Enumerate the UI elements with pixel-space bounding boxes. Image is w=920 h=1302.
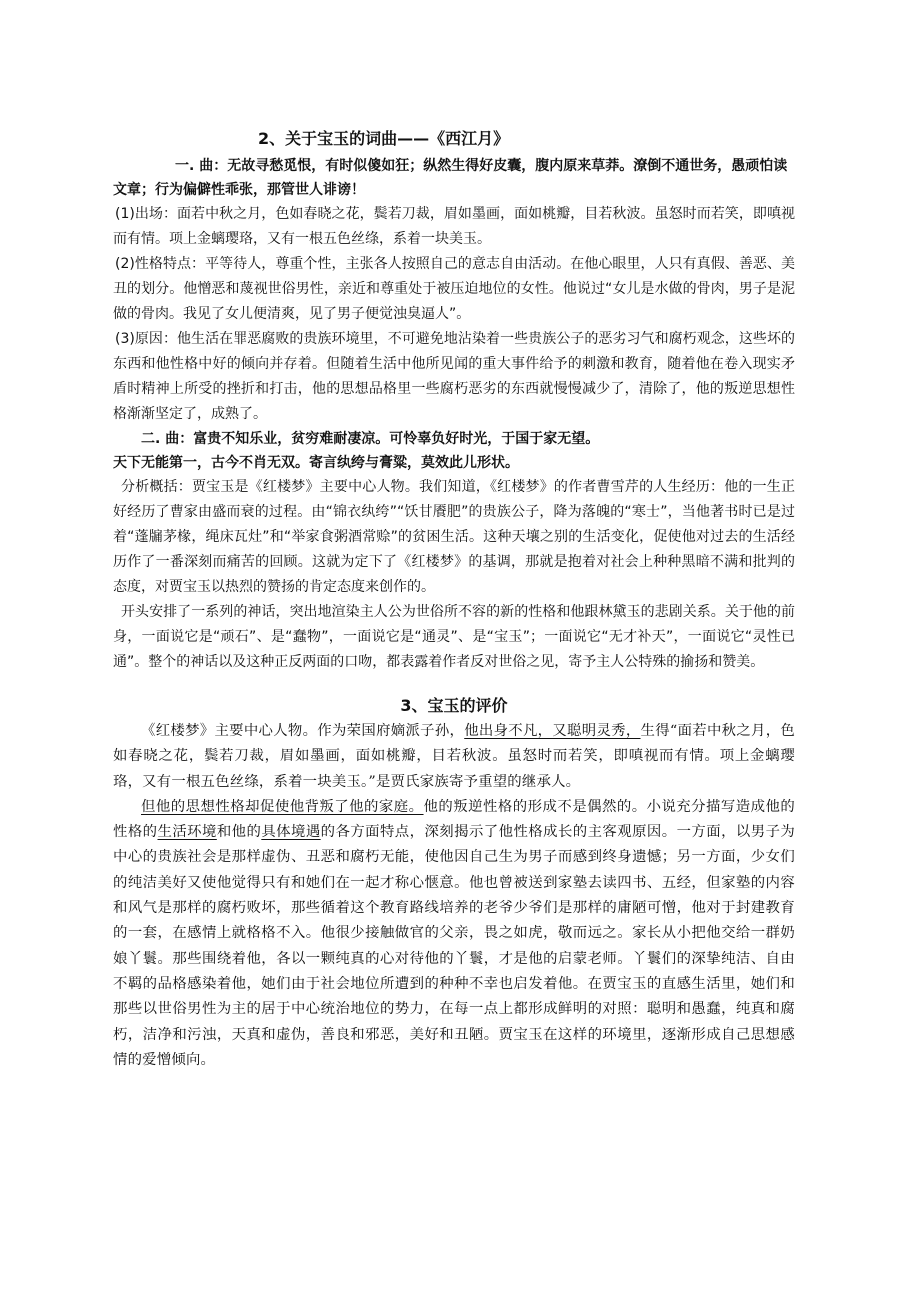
qu-1-lyrics: 一. 曲：无故寻愁觅恨，有时似傻如狂；纵然生得好皮囊，腹内原来草莽。潦倒不通世务，愚顽怕读文章；行为偏僻性乖张，那管世人诽谤！ <box>113 158 788 198</box>
p2-text-a: 他的叛逆性格的形成不是偶然的。小说充分描写造成他的性格的 <box>113 798 795 841</box>
p2-underlined-circumstances: 具体境遇 <box>261 824 321 841</box>
p1-text-b: 生得“面若中秋之月，色如春晓之花，鬓若刀裁，眉如墨画，面如桃瓣，目若秋波。虽怒时而若笑，即嗔视而有情。项上金螭璎珞，又有一根五色丝绦，系着一块美玉。”是贾氏家族寄予重望的继承人。 <box>113 723 796 790</box>
qu-2-lyrics-line-2: 天下无能第一，古今不肖无双。寄言纨绔与膏粱，莫效此儿形状。 <box>113 455 519 471</box>
section-3-title: 3、宝玉的评价 <box>400 696 508 715</box>
p1-underlined: 他出身不凡，又聪明灵秀， <box>464 723 641 739</box>
p2-text-b: 和他的 <box>216 824 262 841</box>
p2-underlined-thesis: 但他的思想性格却促使他背叛了他的家庭。 <box>141 798 424 815</box>
p2-underlined-environment: 生活环境 <box>157 824 217 841</box>
section-3-body <box>113 719 795 1073</box>
myth-paragraph: 开头安排了一系列的神话，突出地渲染主人公为世俗所不容的新的性格和他跟林黛玉的悲剧关系。关于他的前身，一面说它是“顽石”、是“蠢物”，一面说它是“通灵”、是“宝玉”；一面说它“无才补天”，一面说它“灵性已通”。整个的神话以及这种正反两面的口吻，都表露着作者反对世俗之见，寄予主人公特殊的揄扬和赞美。 <box>113 604 795 670</box>
item-1-appearance: (1)出场：面若中秋之月，色如春晓之花，鬓若刀裁，眉如墨画，面如桃瓣，目若秋波。虽怒时而若笑，即嗔视而有情。项上金螭璎珞，又有一根五色丝绦，系着一块美玉。 <box>113 206 795 247</box>
section-2-title: 2、关于宝玉的词曲——《西江月》 <box>258 129 510 148</box>
analysis-paragraph: 分析概括：贾宝玉是《红楼梦》主要中心人物。我们知道，《红楼梦》的作者曹雪芹的人生经历：他的一生正好经历了曹家由盛而衰的过程。由“锦衣纨绔”“饫甘餍肥”的贵族公子，降为落魄的“寒士”，当他著书时已是过着“蓬牖茅椽，绳床瓦灶”和“举家食粥酒常赊”的贫困生活。这种天壤之别的生活变化，促使他对过去的生活经历作了一番深刻而痛苦的回顾。这就为定下了《红楼梦》的基调，那就是抱着对社会上种种黑暗不满和批判的态度，对贾宝玉以热烈的赞扬的肯定态度来创作的。 <box>113 479 795 595</box>
document-page <box>113 126 795 1073</box>
p1-text-a: 《红楼梦》主要中心人物。作为荣国府嫡派子孙， <box>141 723 465 739</box>
item-3-reason: (3)原因：他生活在罪恶腐败的贵族环境里，不可避免地沾染着一些贵族公子的恶劣习气和腐朽观念，这些坏的东西和他性格中好的倾向并存着。但随着生活中他所见闻的重大事件给予的刺激和教育，随着他在卷入现实矛盾时精神上所受的挫折和打击，他的思想品格里一些腐朽恶劣的东西就慢慢减少了，清除了，他的叛逆思想性格渐渐坚定了，成熟了。 <box>113 331 795 422</box>
qu-2-lyrics-line-1: 二. 曲：富贵不知乐业，贫穷难耐凄凉。可怜辜负好时光，于国于家无望。 <box>141 431 600 447</box>
evaluation-paragraph-1 <box>113 719 795 795</box>
evaluation-paragraph-2 <box>113 795 795 1073</box>
p2-text-c: 的各方面特点，深刻揭示了他性格成长的主客观原因。一方面，以男子为中心的贵族社会是那样虚伪、丑恶和腐朽无能，使他因自己生为男子而感到终身遗憾；另一方面，少女们的纯洁美好又使他觉得只有和她们在一起才称心惬意。他也曾被送到家塾去读四书、五经，但家塾的内容和风气是那样的腐朽败坏，那些循着这个教育路线培养的老爷少爷们是那样的庸陋可憎，他对于封建教育的一套，在感情上就格格不入。他很少接触做官的父亲，畏之如虎，敬而远之。家长从小把他交给一群奶娘丫鬟。那些围绕着他，各以一颗纯真的心对待他的丫鬟，才是他的启蒙老师。丫鬟们的深挚纯洁、自由不羁的品格感染着他，她们由于社会地位所遭到的种种不幸也启发着他。在贾宝玉的直感生活里，她们和那些以世俗男性为主的居于中心统治地位的势力，在每一点上都形成鲜明的对照：聪明和愚蠢，纯真和腐朽，洁净和污浊，天真和虚伪，善良和邪恶，美好和丑陋。贾宝玉在这样的环境里，逐渐形成自己思想感情的爱憎倾向。 <box>113 824 795 1068</box>
item-2-personality: (2)性格特点：平等待人，尊重个性，主张各人按照自己的意志自由活动。在他心眼里，人只有真假、善恶、美丑的划分。他憎恶和蔑视世俗男性，亲近和尊重处于被压迫地位的女性。他说过“女儿是水做的骨肉，男子是泥做的骨肉。我见了女儿便清爽，见了男子便觉浊臭逼人”。 <box>113 256 795 322</box>
